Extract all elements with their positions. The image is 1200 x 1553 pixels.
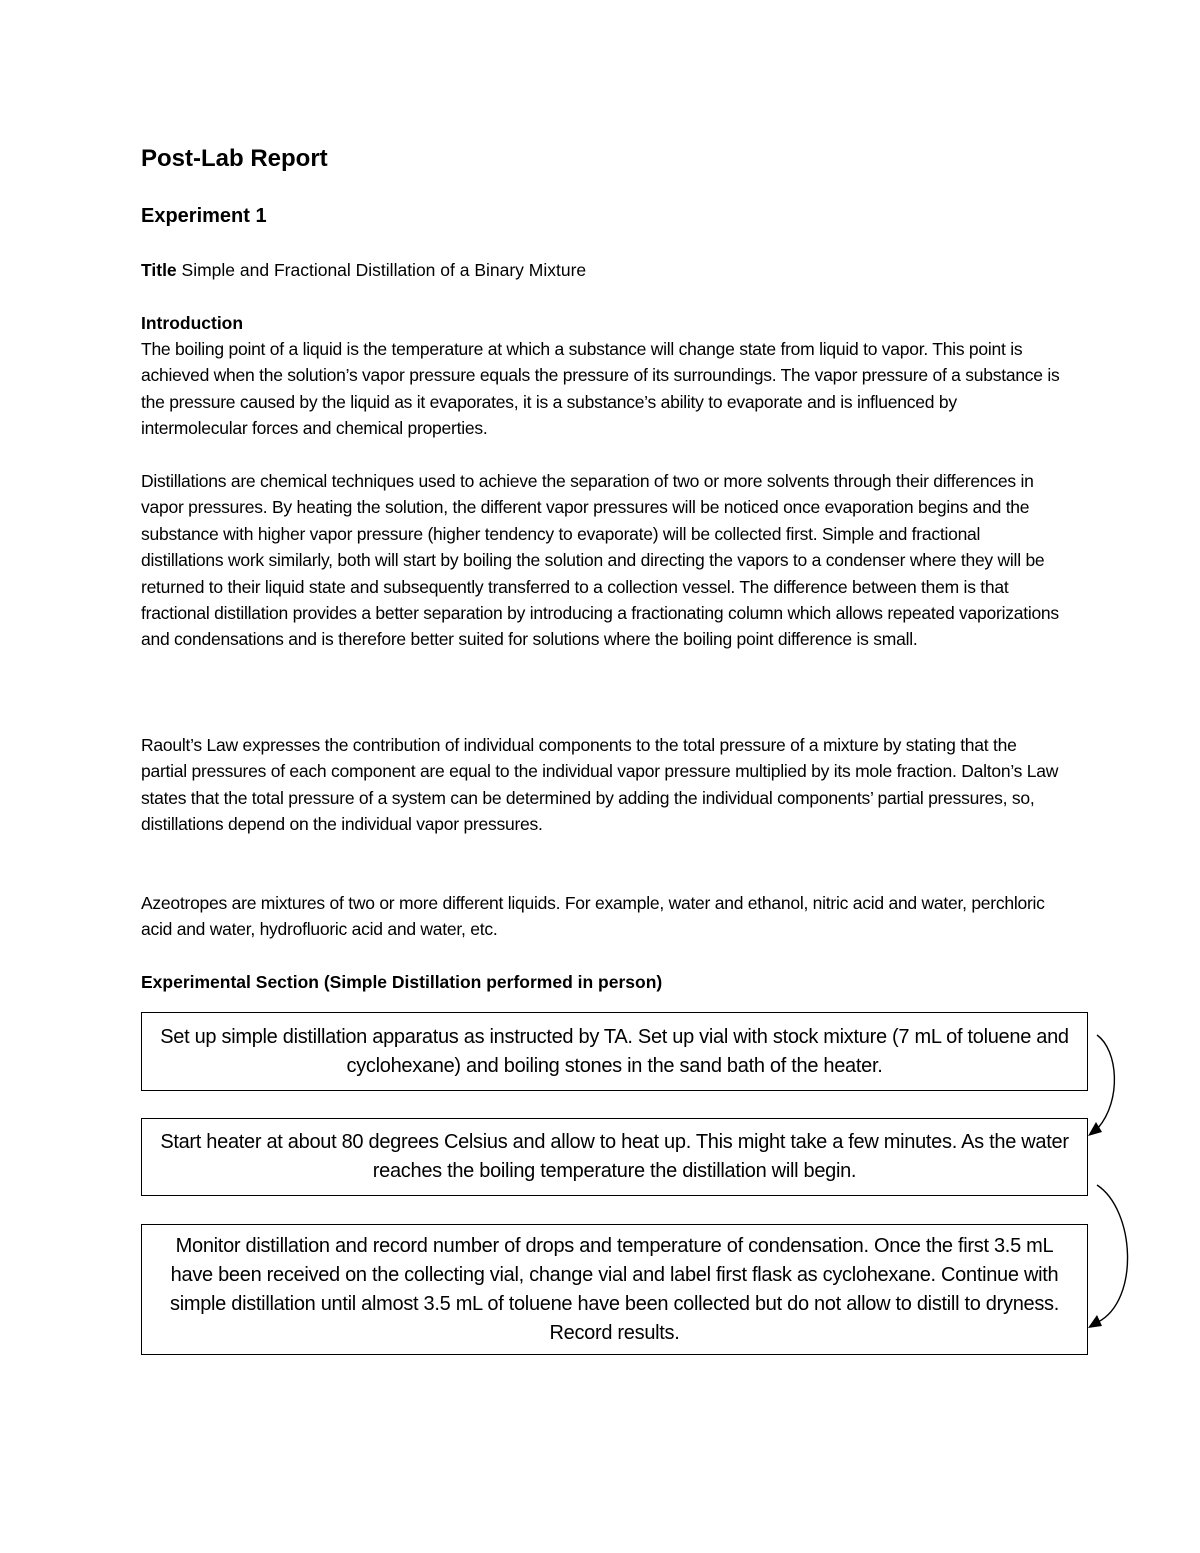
step-box-1 — [141, 1012, 1088, 1091]
title-line — [141, 257, 586, 283]
step-1-text: Set up simple distillation apparatus as instructed by TA. Set up vial with stock mixture (7 mL of toluene and cyclohexane) and boiling stones in the sand bath of the heater. — [160, 1025, 1069, 1077]
step-box-3 — [141, 1224, 1088, 1355]
intro-paragraph-1: The boiling point of a liquid is the temperature at which a substance will change state from liquid to vapor. This point is achieved when the solution’s vapor pressure equals the pressure of its surroundings. The vapor pressure of a substance is the pressure caused by the liquid as it evaporates, it is a substance’s ability to evaporate and is influenced by intermolecular forces and chemical properties. — [141, 339, 1060, 439]
title-text: Simple and Fractional Distillation of a Binary Mixture — [181, 260, 587, 280]
flow-arrow-2 — [1088, 1185, 1128, 1328]
step-box-2 — [141, 1118, 1088, 1196]
document-heading: Post-Lab Report — [141, 145, 328, 172]
experiment-heading: Experiment 1 — [141, 205, 267, 227]
flow-arrow-1 — [1088, 1035, 1114, 1136]
intro-paragraph-3: Raoult’s Law expresses the contribution of individual components to the total pressure of a mixture by stating that the partial pressures of each component are equal to the individual vapor pressure multiplied by its mole fraction. Dalton’s Law states that the total pressure of a system can be determined by adding the individual components’ partial pressures, so, distillations depend on the individual vapor pressures. — [141, 735, 1059, 835]
title-label: Title — [141, 260, 177, 280]
intro-paragraph-2: Distillations are chemical techniques used to achieve the separation of two or more solvents through their differences in vapor pressures. By heating the solution, the different vapor pressures will be noticed once evaporation begins and the substance with higher vapor pressure (higher tendency to evaporate) will be collected first. Simple and fractional distillations work similarly, both will start by boiling the solution and directing the vapors to a condenser where they will be returned to their liquid state and subsequently transferred to a collection vessel. The difference between them is that fractional distillation provides a better separation by introducing a fractionating column which allows repeated vaporizations and condensations and is therefore better suited for solutions where the boiling point difference is small. — [141, 471, 1059, 650]
step-2-text: Start heater at about 80 degrees Celsius and allow to heat up. This might take a few minutes. As the water reaches the boiling temperature the distillation will begin. — [160, 1131, 1069, 1182]
intro-paragraph-4: Azeotropes are mixtures of two or more different liquids. For example, water and ethanol, nitric acid and water, perchloric acid and water, hydrofluoric acid and water, etc. — [141, 893, 1045, 940]
experimental-heading: Experimental Section (Simple Distillation performed in person) — [141, 972, 663, 992]
step-3-text: Monitor distillation and record number of drops and temperature of condensation. Once the first 3.5 mL have been received on the collecting vial, change vial and label first flask as cyclohexane. Continue with simple distillation until almost 3.5 mL of toluene have been collected but do not allow to distill to dryness. Record results. — [170, 1234, 1059, 1344]
introduction-heading: Introduction — [141, 313, 244, 333]
